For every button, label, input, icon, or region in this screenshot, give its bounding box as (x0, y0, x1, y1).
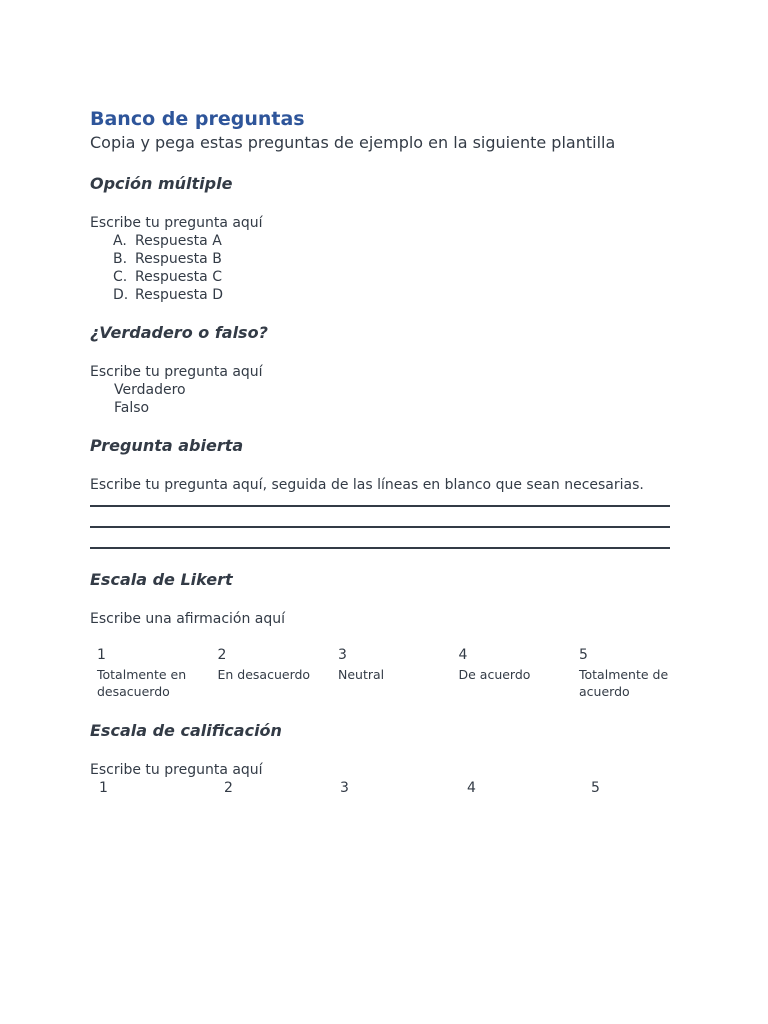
page-title: Banco de preguntas (90, 108, 305, 130)
rating-value: 5 (591, 780, 600, 796)
true-option: Verdadero (114, 382, 186, 398)
rating-value: 1 (99, 780, 108, 796)
likert-point (218, 647, 339, 700)
question-text: Escribe tu pregunta aquí (90, 364, 263, 380)
likert-number: 2 (217, 647, 227, 663)
likert-scale (90, 647, 680, 700)
section-heading-open-question: Pregunta abierta (90, 436, 244, 455)
question-text: Escribe tu pregunta aquí (90, 762, 263, 778)
answer-option (113, 268, 680, 286)
answer-option (113, 232, 680, 250)
document-page (90, 106, 680, 797)
likert-label: Neutral (338, 667, 385, 682)
likert-number: 4 (458, 647, 468, 663)
option-text: Respuesta C (135, 269, 222, 285)
option-letter: B. (113, 251, 128, 267)
likert-point (579, 647, 669, 700)
answer-option (113, 286, 680, 304)
likert-label: Totalmente en desacuerdo (97, 667, 187, 699)
likert-number: 5 (579, 647, 588, 663)
rating-value: 4 (467, 780, 476, 796)
option-text: Respuesta A (135, 233, 222, 249)
section-heading-rating: Escala de calificación (90, 721, 282, 740)
option-letter: A. (113, 233, 127, 249)
likert-label: Totalmente de acuerdo (579, 667, 669, 699)
answer-options-list (90, 232, 680, 304)
false-option: Falso (114, 400, 150, 416)
answer-line (90, 547, 670, 549)
likert-number: 1 (97, 647, 106, 663)
page-subtitle: Copia y pega estas preguntas de ejemplo en la siguiente plantilla (90, 133, 616, 152)
rating-value: 3 (340, 780, 349, 796)
section-heading-multiple-choice: Opción múltiple (90, 174, 233, 193)
likert-label: En desacuerdo (217, 667, 311, 682)
answer-lines (90, 505, 680, 549)
section-heading-true-false: ¿Verdadero o falso? (90, 323, 268, 342)
likert-point (97, 647, 218, 700)
likert-point (459, 647, 580, 700)
likert-point (338, 647, 459, 700)
likert-label: De acuerdo (458, 667, 531, 682)
question-text: Escribe tu pregunta aquí (90, 215, 263, 231)
answer-option (113, 250, 680, 268)
question-text: Escribe tu pregunta aquí, seguida de las líneas en blanco que sean necesarias. (90, 477, 644, 493)
answer-line (90, 505, 670, 507)
likert-number: 3 (338, 647, 347, 663)
answer-line (90, 526, 670, 528)
option-letter: D. (113, 287, 129, 303)
rating-scale (90, 779, 680, 797)
option-text: Respuesta D (135, 287, 223, 303)
option-letter: C. (113, 269, 128, 285)
statement-text: Escribe una afirmación aquí (90, 611, 286, 627)
section-heading-likert: Escala de Likert (90, 570, 233, 589)
rating-value: 2 (224, 780, 233, 796)
option-text: Respuesta B (135, 251, 222, 267)
